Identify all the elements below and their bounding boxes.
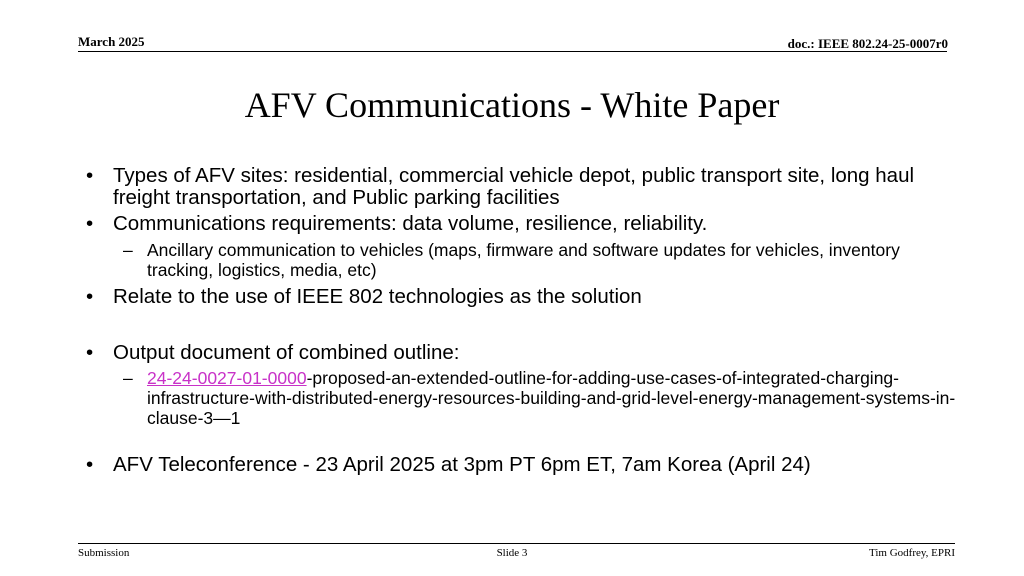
bullet-relate: • Relate to the use of IEEE 802 technologies as the solution <box>86 286 956 308</box>
footer-slide-number: Slide 3 <box>496 547 528 559</box>
sub-bullet-output-doc <box>86 368 956 428</box>
output-doc-title: -proposed-an-extended-outline-for-adding-use-cases-of-integrated-charging-infrastructure-with-distributed-energy-resources-building-and-grid-level-energy-management-systems-in-clause-3—1 <box>147 368 956 428</box>
bullet-sites: • Types of AFV sites: residential, commercial vehicle depot, public transport site, long haul freight transportation, and Public parking facilities <box>86 165 956 209</box>
footer-divider <box>78 543 955 544</box>
slide-body <box>86 165 956 476</box>
bullet-output: • Output document of combined outline: <box>86 342 956 364</box>
footer-author: Tim Godfrey, EPRI <box>869 547 955 559</box>
dash-marker: – <box>123 240 133 260</box>
footer-submission: Submission <box>78 547 130 559</box>
output-doc-link[interactable]: 24-24-0027-01-0000 <box>147 368 307 388</box>
header-doc-id: doc.: IEEE 802.24-25-0007r0 <box>787 36 948 51</box>
bullet-requirements: • Communications requirements: data volume, resilience, reliability. <box>86 213 956 235</box>
dash-marker: – <box>123 368 133 388</box>
bullet-teleconference: • AFV Teleconference - 23 April 2025 at 3pm PT 6pm ET, 7am Korea (April 24) <box>86 454 956 476</box>
header-divider <box>78 51 947 52</box>
slide-title: AFV Communications - White Paper <box>244 85 780 125</box>
sub-bullet-ancillary <box>86 240 956 280</box>
ancillary-text: Ancillary communication to vehicles (maps, firmware and software updates for vehicles, inventory tracking, logistics, media, etc) <box>147 240 900 280</box>
header-date: March 2025 <box>78 34 145 49</box>
